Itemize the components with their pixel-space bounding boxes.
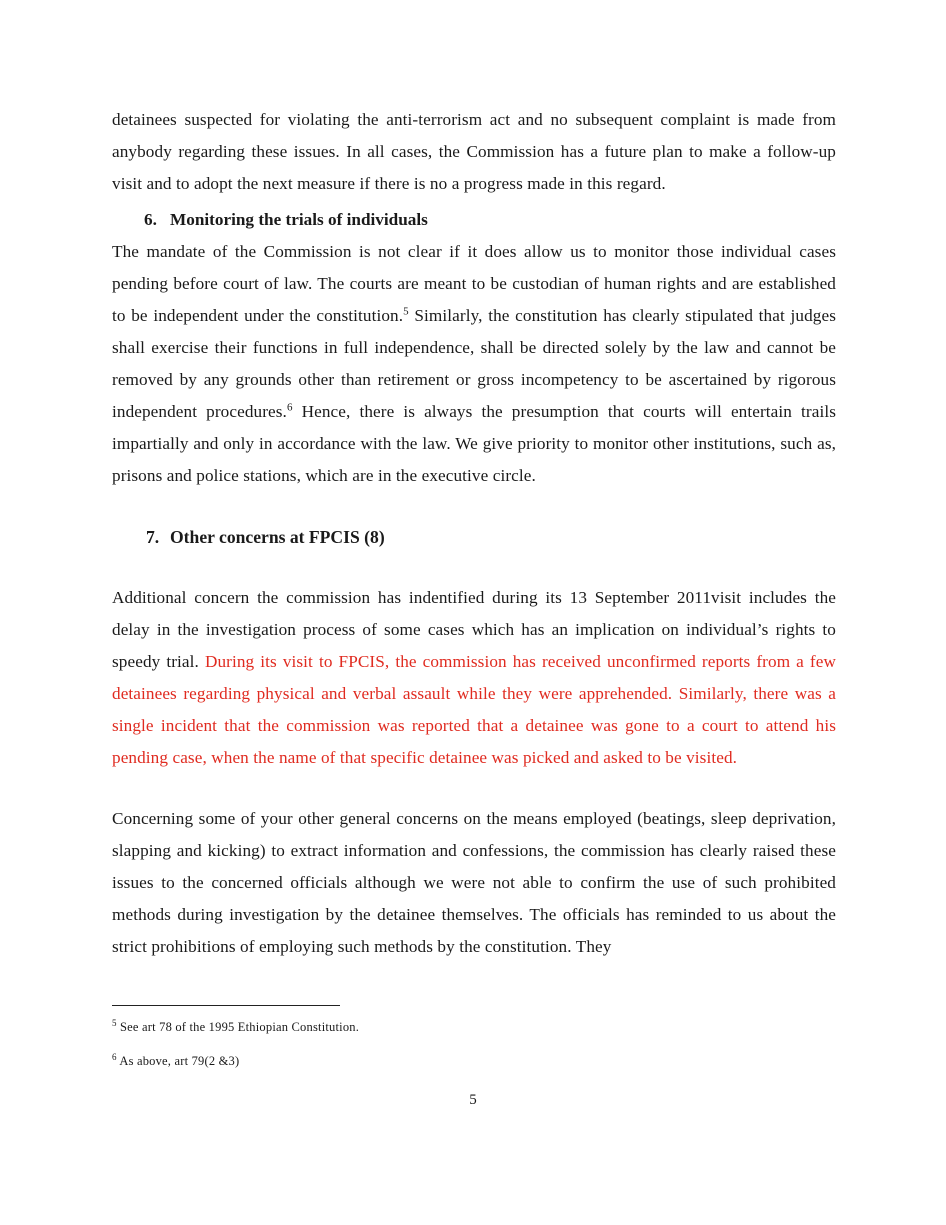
paragraph-3-red-text: During its visit to FPCIS, the commission has received unconfirmed reports from a few detainees regarding physical and verbal assault while they were apprehended. Similarly, there was a single incident that the commission was reported that a detainee was gone to a court to attend his pending case, when the name of that specific detainee was picked and asked to be visited. — [112, 652, 836, 767]
paragraph-2-part-c: Hence, there is always the presumption that courts will entertain trails impartially and only in accordance with the law. We give priority to monitor other institutions, such as, prisons and police stations, which are in the executive circle. — [112, 402, 836, 485]
footnote-ref-6: 6 — [286, 401, 293, 414]
footnote-area — [112, 1005, 836, 1086]
spacer — [112, 774, 836, 803]
section-heading-7 — [112, 521, 836, 553]
paragraph-2 — [112, 236, 836, 492]
footnote-6-marker: 6 — [112, 1051, 117, 1062]
footnote-6-text: As above, art 79(2 &3) — [119, 1054, 240, 1068]
paragraph-3 — [112, 582, 836, 774]
section-heading-6 — [112, 204, 836, 236]
spacer — [112, 492, 836, 521]
paragraph-2-part-a: The mandate of the Commission is not clear if it does allow us to monitor those individual cases pending before court of law. The courts are meant to be custodian of human rights and are established to be independent under the constitution. — [112, 242, 836, 325]
paragraph-3-black-text: Additional concern the commission has indentified during its 13 September 2011visit includes the delay in the investigation process of some cases which has an implication on individual’s rights to speedy trial. — [112, 588, 836, 671]
paragraph-4: Concerning some of your other general concerns on the means employed (beatings, sleep deprivation, slapping and kicking) to extract information and confessions, the commission has clearly raised these issues to the concerned officials although we were not able to confirm the use of such prohibited methods during investigation by the detainee themselves. The officials has reminded to us about the strict prohibitions of employing such methods by the constitution. They — [112, 809, 836, 956]
footnote-5-text: See art 78 of the 1995 Ethiopian Constitution. — [120, 1020, 360, 1034]
footnote-5 — [112, 1018, 836, 1036]
paragraph-2-part-b: Similarly, the constitution has clearly stipulated that judges shall exercise their functions in full independence, shall be directed solely by the law and cannot be removed by any grounds other than retirement or gross incompetency to be ascertained by rigorous independent procedures. — [112, 306, 836, 421]
footnote-separator — [112, 1005, 340, 1006]
spacer — [112, 553, 836, 582]
section-heading-6-number: 6. — [144, 210, 157, 229]
page-number: 5 — [469, 1092, 477, 1108]
section-heading-6-label: Monitoring the trials of individuals — [170, 210, 428, 229]
footnote-ref-5: 5 — [403, 305, 409, 318]
footnote-5-marker: 5 — [112, 1017, 117, 1028]
section-heading-7-number: 7. — [146, 527, 160, 547]
paragraph-1: detainees suspected for violating the anti-terrorism act and no subsequent complaint is made from anybody regarding these issues. In all cases, the Commission has a future plan to make a follow-up visit and to adopt the next measure if there is no a progress made in this regard. — [112, 110, 836, 193]
footnote-6 — [112, 1052, 836, 1070]
page-content — [112, 104, 836, 963]
section-heading-7-label: Other concerns at FPCIS (8) — [170, 527, 385, 547]
